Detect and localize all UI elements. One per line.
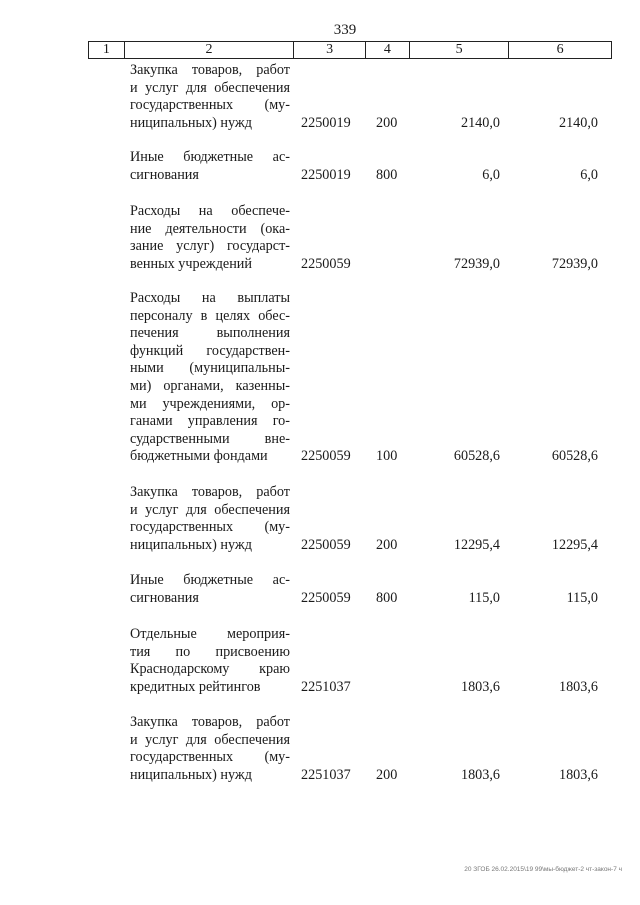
row-description [130,626,290,696]
column-header-3: 3 [294,42,366,58]
description-line: Краснодарскому краю [130,661,290,678]
row-value-col6: 1803,6 [558,766,598,783]
description-line: Расходы на выплаты [130,290,290,306]
row-description [130,714,290,784]
row-code: 2250059 [301,255,351,272]
row-expense-kind: 200 [376,114,398,131]
row-description [130,484,290,554]
description-line: государственных (му- [130,749,290,766]
row-value-col5: 115,0 [468,589,500,606]
row-description [130,203,290,273]
row-description [130,62,290,132]
document-footer: 20 ЗГОБ 26.02.2015\19 99\мы-бюджет-2 чт-закон-7 ч [464,866,622,873]
row-value-col6: 115,0 [566,589,598,606]
row-expense-kind: 100 [376,448,398,465]
description-line: бюджетными фондами [130,448,268,465]
column-header-1: 1 [89,42,125,58]
row-value-col6: 2140,0 [558,114,598,131]
description-line: и услуг для обеспечения [130,501,290,518]
row-value-col6: 60528,6 [551,448,598,465]
description-line: ниципальных) нужд [130,766,252,783]
row-value-col6: 72939,0 [551,255,598,272]
description-line: Расходы на обеспече- [130,203,290,219]
row-expense-kind: 800 [376,166,398,183]
description-line: Закупка товаров, работ [130,714,290,730]
description-line: государственных (му- [130,97,290,114]
row-description [130,290,290,466]
row-value-col5: 1803,6 [460,678,500,695]
row-value-col5: 12295,4 [453,536,500,553]
row-value-col6: 1803,6 [558,678,598,695]
row-code: 2250059 [301,536,351,553]
description-line: и услуг для обеспечения [130,731,290,748]
description-line: Иные бюджетные ас- [130,149,290,165]
description-line: Закупка товаров, работ [130,484,290,500]
column-header-6: 6 [556,42,564,57]
row-code: 2250019 [301,166,351,183]
description-line: Иные бюджетные ас- [130,572,290,588]
row-description [130,149,290,184]
row-value-col5: 6,0 [482,166,500,183]
description-line: ными (муниципальны- [130,360,290,377]
description-line: зание услуг) государст- [130,238,290,255]
description-line: и услуг для обеспечения [130,79,290,96]
row-expense-kind: 800 [376,589,398,606]
row-expense-kind: 200 [376,766,398,783]
row-value-col5: 60528,6 [453,448,500,465]
description-line: государственных (му- [130,519,290,536]
description-line: ганами управления го- [130,413,290,430]
column-header-2: 2 [125,42,294,58]
column-header-5: 5 [410,42,510,58]
row-value-col5: 2140,0 [460,114,500,131]
description-line: сигнования [130,589,199,606]
row-value-col6: 12295,4 [551,536,598,553]
row-expense-kind: 200 [376,536,398,553]
description-line: Закупка товаров, работ [130,62,290,78]
description-line: сударственными вне- [130,430,290,447]
row-code: 2251037 [301,678,351,695]
row-code: 2250059 [301,589,351,606]
row-description [130,572,290,607]
table-header [88,41,612,59]
description-line: сигнования [130,166,199,183]
description-line: ниципальных) нужд [130,114,252,131]
row-code: 2250019 [301,114,351,131]
description-line: тия по присвоению [130,643,290,660]
description-line: ми) органами, казенны- [130,377,290,394]
description-line: венных учреждений [130,255,252,272]
description-line: Отдельные мероприя- [130,626,290,642]
column-header-4: 4 [366,42,410,58]
row-value-col5: 72939,0 [453,255,500,272]
description-line: ми учреждениями, ор- [130,395,290,412]
description-line: персоналу в целях обес- [130,307,290,324]
row-code: 2250059 [301,448,351,465]
description-line: кредитных рейтингов [130,678,261,695]
page-number: 339 [333,22,357,38]
description-line: ниципальных) нужд [130,536,252,553]
description-line: функций государствен- [130,342,290,359]
description-line: ние деятельности (ока- [130,220,290,237]
row-value-col6: 6,0 [580,166,598,183]
row-value-col5: 1803,6 [460,766,500,783]
row-code: 2251037 [301,766,351,783]
description-line: печения выполнения [130,325,290,342]
